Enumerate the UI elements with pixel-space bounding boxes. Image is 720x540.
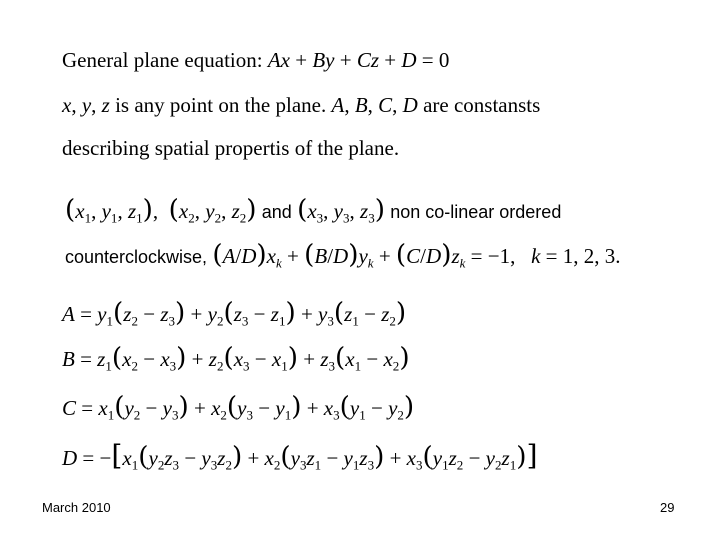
constants-text: are constansts — [417, 93, 541, 117]
equation-d: $D = -[x_1(y_2z_3 - y_3z_2) + x_2(y_3z_1 - y_1z_3) + x_3(y_1z_2 - y_2z_1)]$ — [62, 439, 538, 473]
counterclockwise-text: counterclockwise, — [65, 247, 208, 267]
equation-c: $C = x_1(y_2 - y_3) + x_2(y_3 - y_1) + x_3(y_1 - y_2)$ — [62, 392, 415, 423]
page-number: 29 — [660, 500, 675, 515]
plane-equation-intro: General plane equation: — [62, 48, 268, 72]
non-colinear-text: non co-linear ordered — [390, 202, 562, 222]
counterclockwise-line: counterclockwise, $(A/D)x_k + (B/D)y_k + (C/D)z_k = -1$, k = 1, 2, 3. — [65, 240, 621, 271]
points-line: ($x_1$, $y_1$, $z_1$), ($x_2$, $y_2$, $z_2$) and ($x_3$, $y_3$, $z_3$) non co-linear ordered — [65, 195, 562, 226]
description-text: describing spatial propertis of the plane. — [62, 136, 400, 160]
equation-a: $A = y_1(z_2 - z_3) + y_2(z_3 - z_1) + y_3(z_1 - z_2)$ — [62, 298, 407, 329]
footer-date: March 2010 — [42, 500, 111, 515]
variables-description-line: x, y, z is any point on the plane. A, B, C, D are constansts — [62, 93, 541, 117]
equation-b: $B = z_1(x_2 - x_3) + z_2(x_3 - x_1) + z_3(x_1 - x_2)$ — [62, 343, 410, 374]
and-text: and — [261, 202, 292, 222]
description-line — [62, 136, 399, 160]
plane-equation-line: General plane equation: Ax + By + Cz + D = 0 — [62, 48, 450, 72]
variables-text: is any point on the plane. — [109, 93, 332, 117]
